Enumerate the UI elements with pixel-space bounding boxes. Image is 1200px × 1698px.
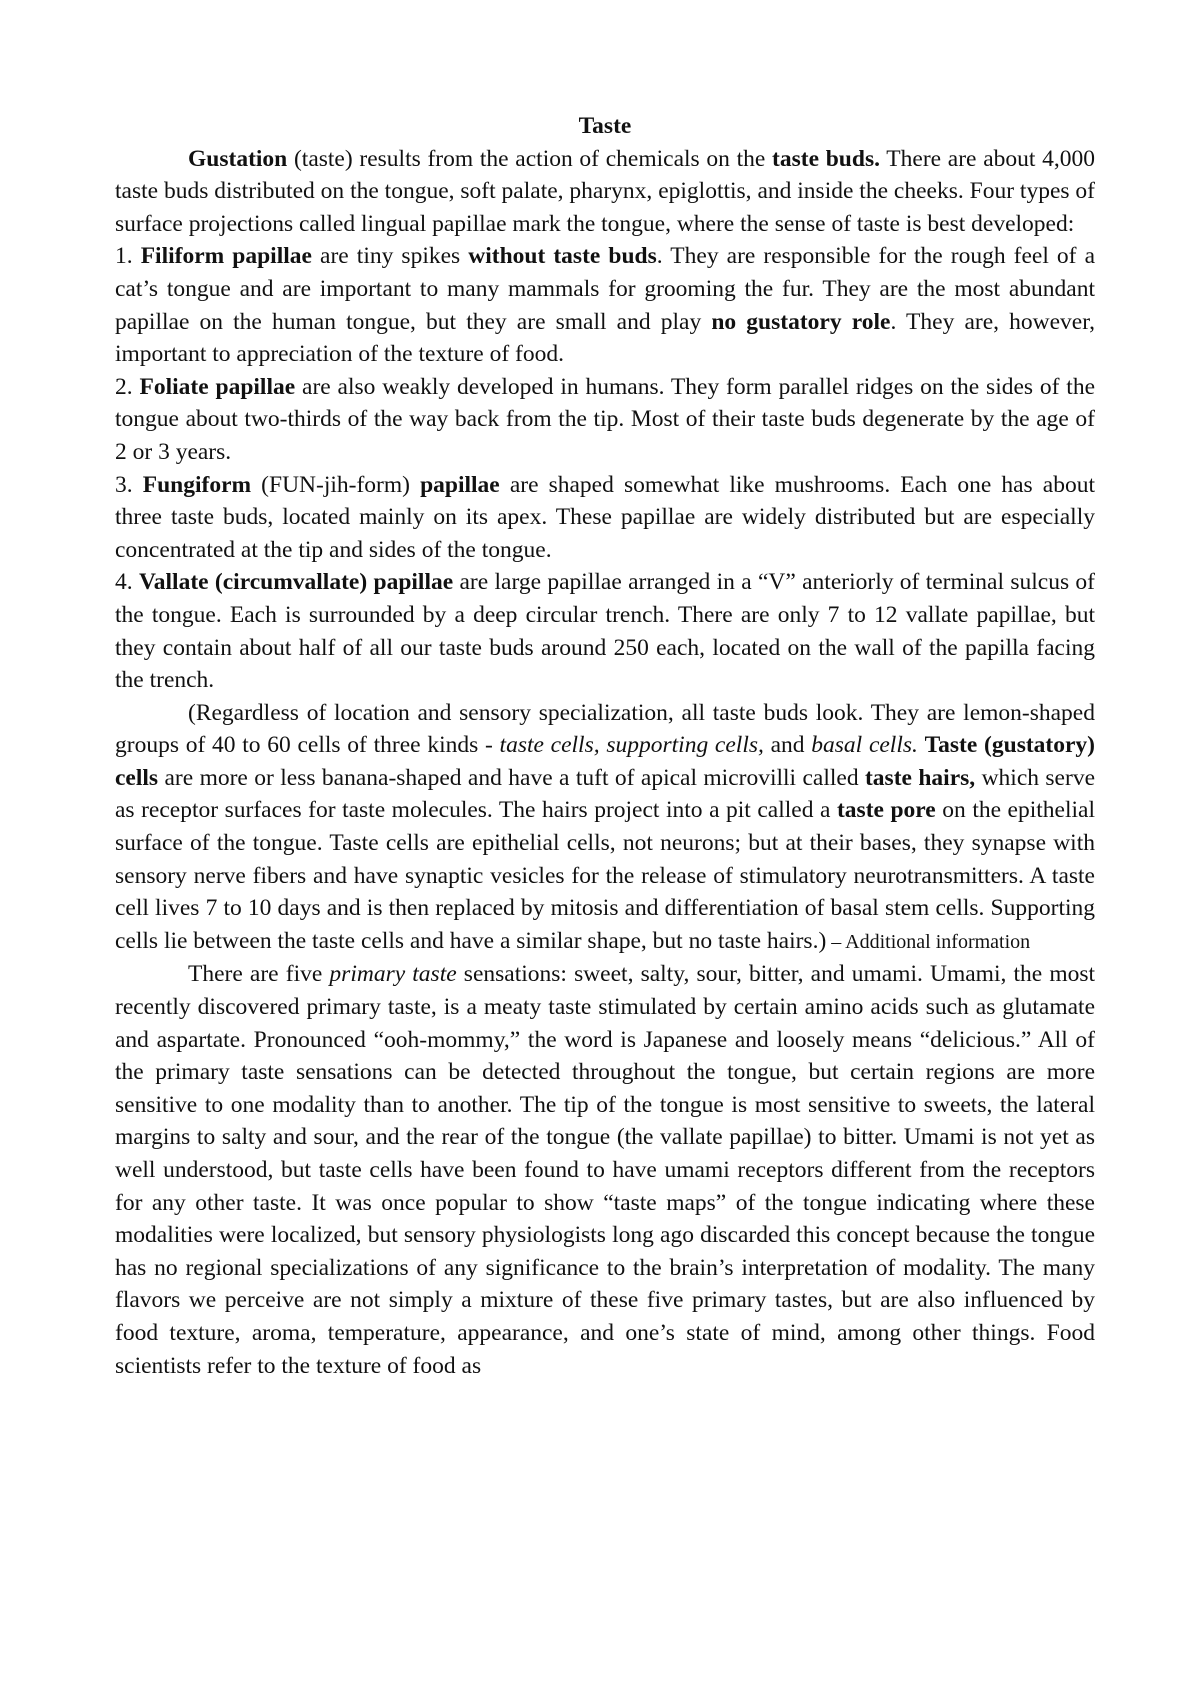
text-run: 2. <box>115 373 140 400</box>
paragraph-primary-tastes <box>115 958 1095 1382</box>
additional-info-note: – Additional information <box>826 930 1031 953</box>
bold-term: taste pore <box>836 797 936 824</box>
italic-term: primary taste <box>329 961 457 988</box>
document-page <box>115 110 1095 1382</box>
text-run: are large papillae arranged in a “V” anteriorly of terminal sulcus of the tongue. Each is surrounded by a deep circular trench. There are only 7 to 12 vallate papillae, but they contain about half of all our taste buds around 250 each, located on the wall of the papilla facing the trench. <box>115 569 1095 694</box>
bold-term: Foliate papillae <box>139 373 296 400</box>
text-run: . They are responsible for the rough feel of a cat’s tongue and are important to many mammals for grooming the fur. They are the most abundant papillae on the human tongue, but they are small and play <box>115 243 1096 335</box>
text-run <box>918 732 925 758</box>
paragraph-taste-bud-structure <box>115 697 1095 959</box>
bold-term: no gustatory role <box>711 308 891 335</box>
text-run: are tiny spikes <box>311 243 469 270</box>
bold-term: taste buds. <box>772 145 880 172</box>
text-run: There are five <box>188 961 330 988</box>
list-item-foliate <box>115 371 1095 469</box>
text-run: . They are, however, important to appreciation of the texture of food. <box>115 308 1095 368</box>
list-item-vallate <box>115 566 1095 696</box>
text-run: which serve as receptor surfaces for taste molecules. The hairs project into a pit called a <box>115 764 1095 824</box>
text-run: 1. <box>115 243 141 270</box>
text-run: There are about 4,000 taste buds distributed on the tongue, soft palate, pharynx, epiglottis, and inside the cheeks. Four types of surface projections called lingual papillae mark the tongue, where the sense of taste is best developed: <box>115 145 1095 237</box>
bold-term: Fungiform <box>142 471 252 498</box>
list-item-fungiform <box>115 469 1095 567</box>
text-run: are more or less banana-shaped and have a tuft of apical microvilli called <box>158 764 865 791</box>
text-run: are shaped somewhat like mushrooms. Each one has about three taste buds, located mainly on its apex. These papillae are widely distributed but are especially concentrated at the tip and sides of the tongue. <box>115 471 1095 563</box>
bold-term: Gustation <box>188 145 288 172</box>
text-run: (taste) results from the action of chemicals on the <box>287 145 773 172</box>
italic-term: basal cells. <box>811 732 918 759</box>
bold-term: taste hairs, <box>864 764 976 791</box>
text-run: and <box>763 732 812 759</box>
text-run: on the epithelial surface of the tongue. Taste cells are epithelial cells, not neurons; but at their bases, they synapse with sensory nerve fibers and have synaptic vesicles for the release of stimulatory neurotransmitters. A taste cell lives 7 to 10 days and is then replaced by mitosis and differentiation of basal stem cells. Supporting cells lie between the taste cells and have a similar shape, but no taste hairs.) <box>115 797 1095 954</box>
bold-term: without taste buds <box>468 243 657 270</box>
bold-term: papillae <box>420 471 500 498</box>
text-run: (FUN-jih-form) <box>251 471 421 498</box>
text-run: 4. <box>115 569 139 596</box>
text-run: sensations: sweet, salty, sour, bitter, and umami. Umami, the most recently discovered primary taste, is a meaty taste stimulated by certain amino acids such as glutamate and aspartate. Pronounced “ooh-mommy,” the word is Japanese and loosely means “delicious.” All of the primary taste sensations can be detected throughout the tongue, but certain regions are more sensitive to one modality than to another. The tip of the tongue is most sensitive to sweets, the lateral margins to salty and sour, and the rear of the tongue (the vallate papillae) to bitter. Umami is not yet as well understood, but taste cells have been found to have umami receptors different from the receptors for any other taste. It was once popular to show “taste maps” of the tongue indicating where these modalities were localized, but sensory physiologists long ago discarded this concept because the tongue has no regional specializations of any significance to the brain’s interpretation of modality. The many flavors we perceive are not simply a mixture of these five primary tastes, but are also influenced by food texture, aroma, temperature, appearance, and one’s state of mind, among other things. Food scientists refer to the texture of food as <box>115 961 1096 1379</box>
page-title: Taste <box>578 113 632 139</box>
text-run: (Regardless of location and sensory specialization, all taste buds look. They are lemon-shaped groups of 40 to 60 cells of three kinds - <box>115 699 1095 759</box>
list-item-filiform <box>115 240 1095 370</box>
text-run: 3. <box>115 471 143 498</box>
bold-term: Vallate (circumvallate) papillae <box>138 569 454 596</box>
paragraph-gustation <box>115 143 1095 241</box>
bold-term: Taste (gustatory) cells <box>115 732 1095 791</box>
italic-term: taste cells, supporting cells, <box>499 732 764 759</box>
bold-term: Filiform papillae <box>140 243 312 270</box>
text-run: are also weakly developed in humans. They form parallel ridges on the sides of the tongue about two-thirds of the way back from the tip. Most of their taste buds degenerate by the age of 2 or 3 years. <box>115 373 1096 465</box>
